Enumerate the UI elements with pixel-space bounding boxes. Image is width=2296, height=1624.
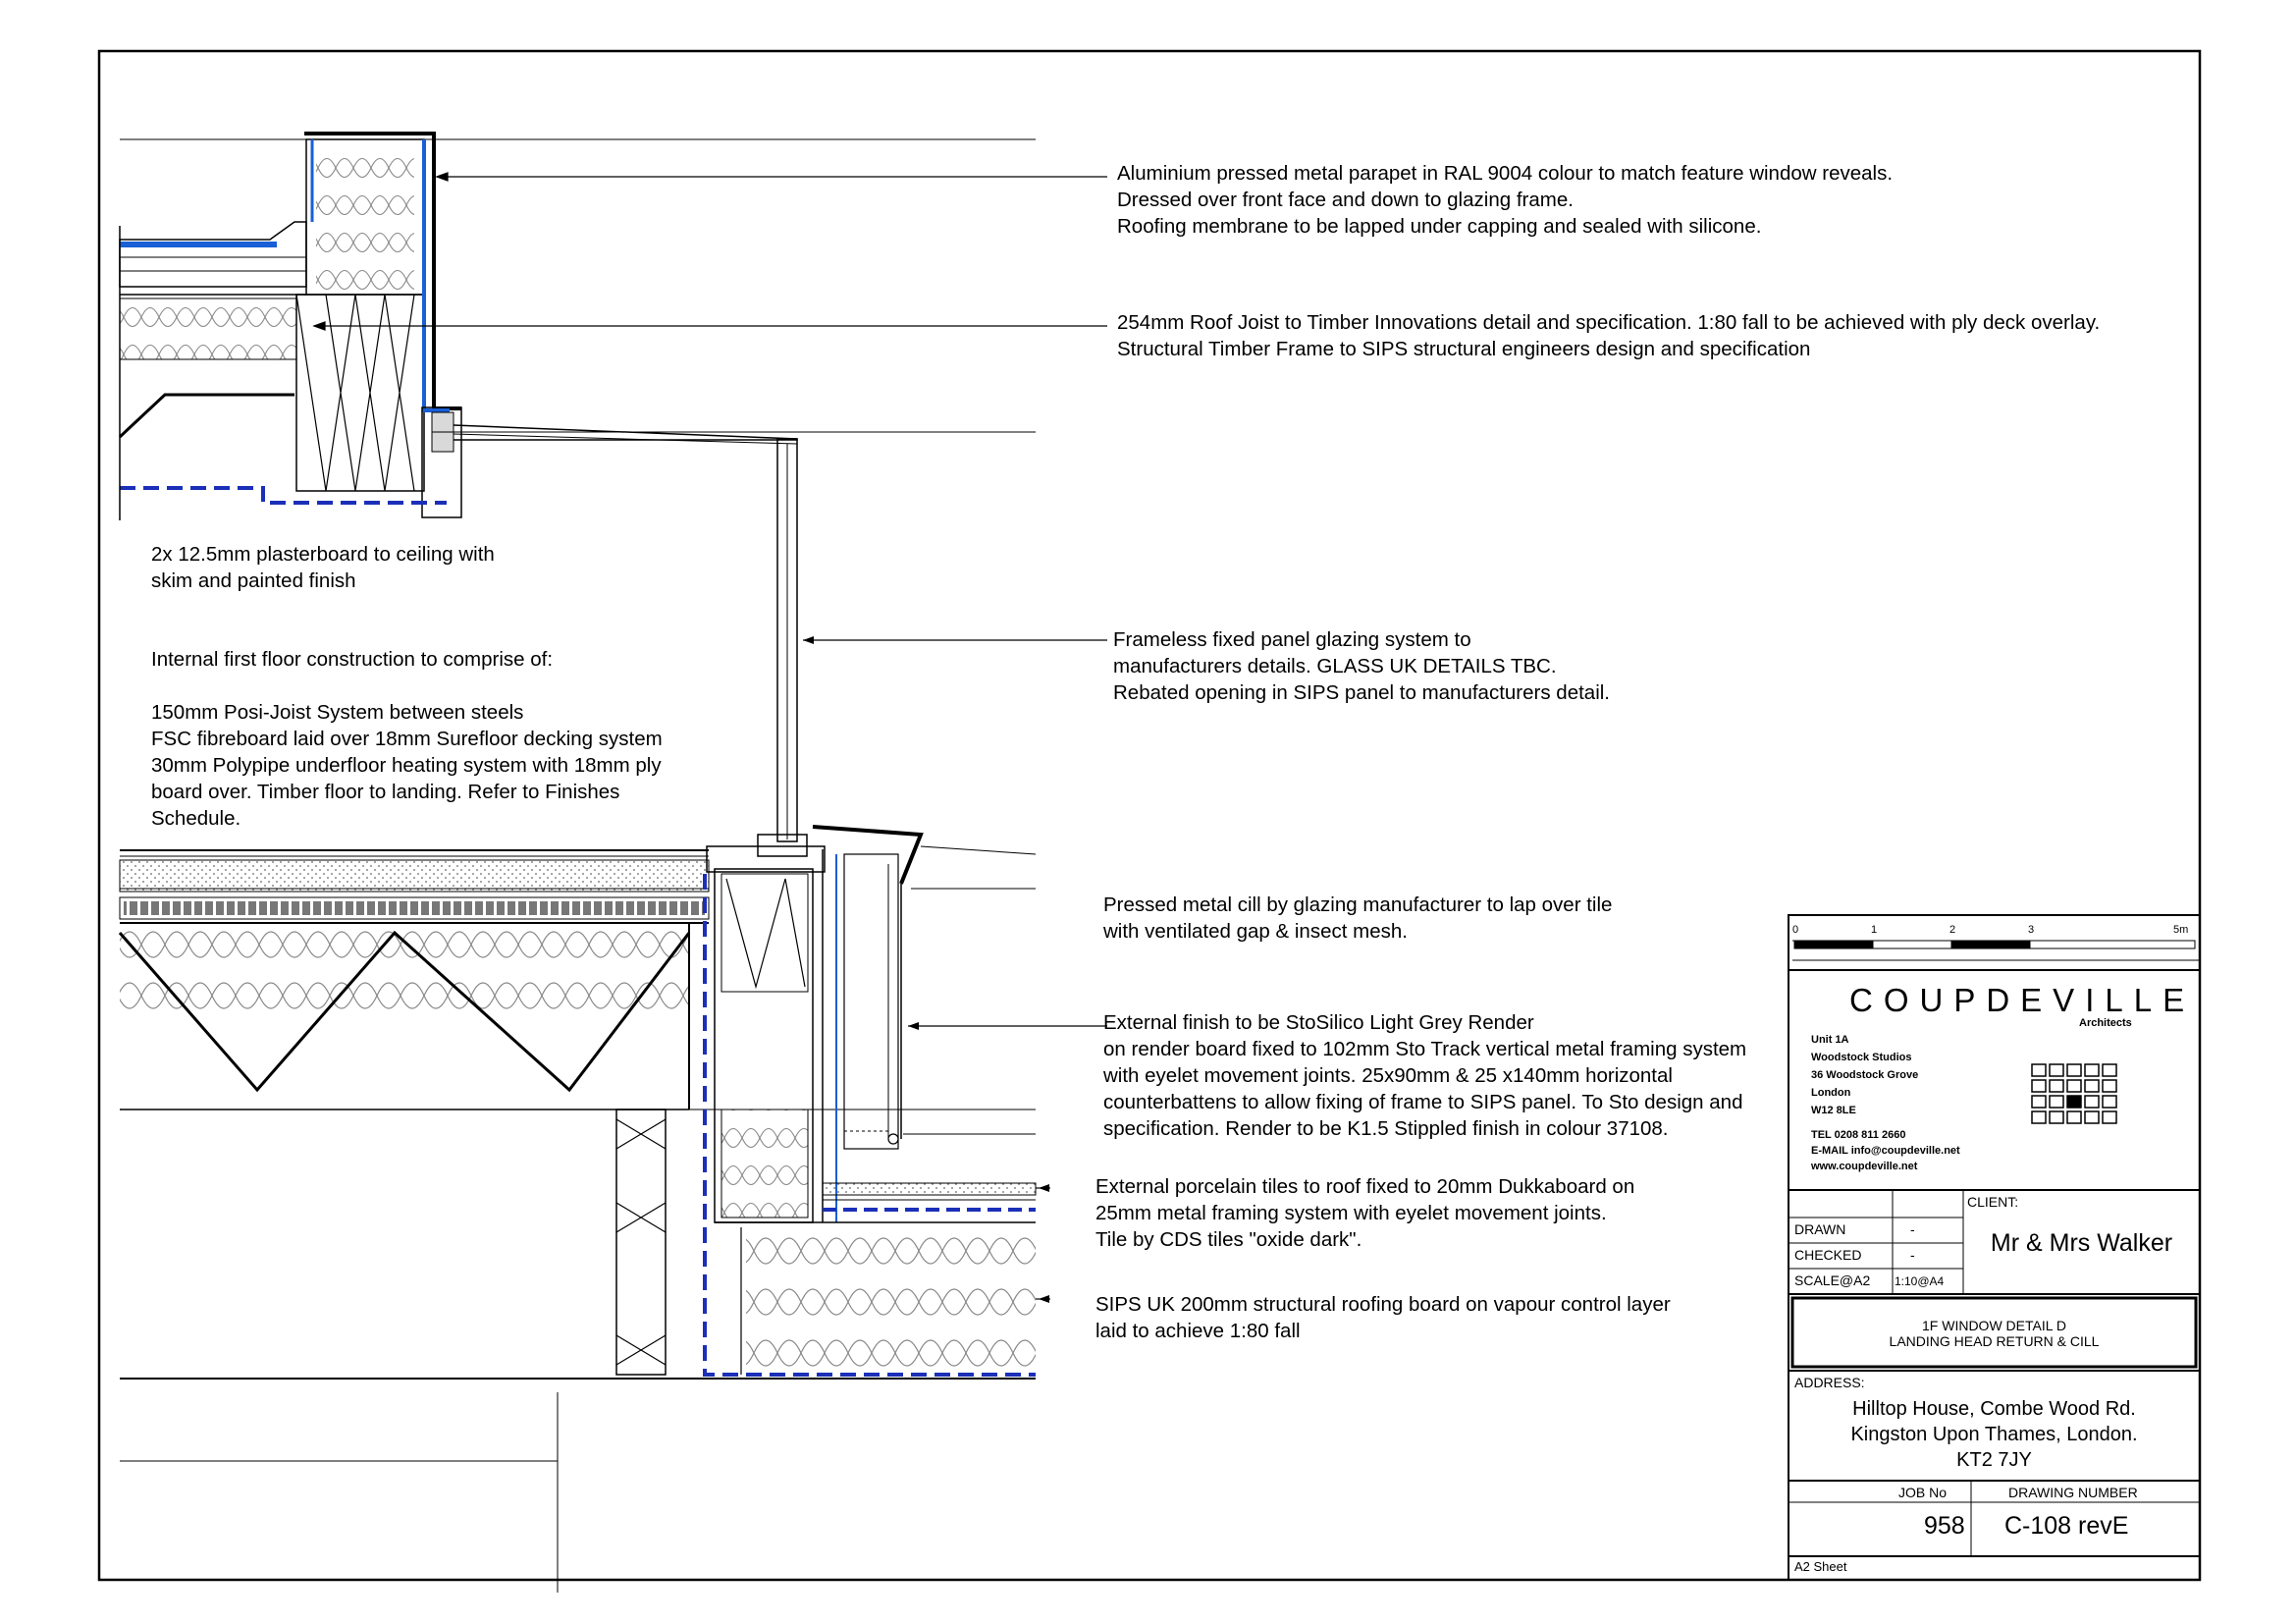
address-label: ADDRESS: [1794,1375,1865,1390]
scale-label-5m: 5m [2173,924,2189,936]
logo-grid [2032,1064,2116,1123]
note-line: specification. Render to be K1.5 Stippled finish in colour 37108. [1103,1117,1669,1140]
note-line: FSC fibreboard laid over 18mm Surefloor decking system [151,728,663,750]
note-render [1103,1009,1746,1142]
note-line: 254mm Roof Joist to Timber Innovations detail and specification. 1:80 fall to be achieved with ply deck overlay. [1117,311,2101,334]
note-line: on render board fixed to 102mm Sto Track vertical metal framing system [1103,1038,1747,1060]
drawing-title-line: LANDING HEAD RETURN & CILL [1889,1333,2100,1349]
note-line: External porcelain tiles to roof fixed to 20mm Dukkaboard on [1095,1175,1635,1198]
firm-sub: Architects [2079,1017,2132,1029]
sips-wall-and-cill [705,827,1107,1375]
note-line: SIPS UK 200mm structural roofing board on vapour control layer [1095,1293,1671,1316]
note-line: with ventilated gap & insect mesh. [1103,920,1408,943]
note-line: Roofing membrane to be lapped under capping and sealed with silicone. [1117,215,1762,238]
checked-label: CHECKED [1794,1247,1862,1263]
note-line: board over. Timber floor to landing. Refer to Finishes [151,781,620,803]
note-roof-joist [1117,309,2100,362]
sheet-size: A2 Sheet [1794,1559,1847,1574]
note-parapet [1117,160,1893,240]
scale-label-1: 1 [1871,924,1878,936]
drawing-number: C-108 revE [2004,1512,2129,1540]
roof-parapet-section [120,134,1036,522]
job-label: JOB No [1898,1485,1948,1500]
note-line: 150mm Posi-Joist System between steels [151,701,524,724]
address-line: W12 8LE [1811,1105,1856,1116]
note-line: 25mm metal framing system with eyelet movement joints. [1095,1202,1607,1224]
site-address-line: KT2 7JY [1956,1449,2032,1471]
note-line: 2x 12.5mm plasterboard to ceiling with [151,543,495,566]
note-line: manufacturers details. GLASS UK DETAILS TBC. [1113,655,1557,677]
note-line: Rebated opening in SIPS panel to manufacturers detail. [1113,681,1610,704]
firm-tel: TEL 0208 811 2660 [1811,1129,1906,1141]
client-name: Mr & Mrs Walker [1990,1229,2173,1257]
note-line [151,673,663,699]
job-number: 958 [1924,1512,1965,1540]
address-line: Woodstock Studios [1811,1052,1912,1063]
scale-label-2: 2 [1949,924,1956,936]
checked-value: - [1910,1247,1915,1263]
scale-value: 1:10@A4 [1895,1274,1945,1288]
note-tiles [1095,1173,1634,1253]
note-line: Pressed metal cill by glazing manufacturer to lap over tile [1103,893,1613,916]
client-label: CLIENT: [1967,1194,2019,1210]
note-line: Frameless fixed panel glazing system to [1113,628,1471,651]
scale-label-0: 0 [1792,924,1799,936]
note-sips [1095,1291,1671,1344]
note-line: Structural Timber Frame to SIPS structural engineers design and specification [1117,338,1811,360]
note-plasterboard [151,541,495,594]
note-line: 30mm Polypipe underfloor heating system with 18mm ply [151,754,662,777]
firm-address [1811,1031,1918,1119]
firm-name: COUPDEVILLE [1849,982,2196,1018]
note-line: Aluminium pressed metal parapet in RAL 9004 colour to match feature window reveals. [1117,162,1894,185]
site-address [1789,1396,2200,1473]
note-glazing [1113,626,1610,706]
note-line: Schedule. [151,807,241,830]
drawn-value: - [1910,1221,1915,1237]
note-line: laid to achieve 1:80 fall [1095,1320,1301,1342]
note-line: skim and painted finish [151,569,356,592]
note-line: Tile by CDS tiles "oxide dark". [1095,1228,1362,1251]
site-address-line: Kingston Upon Thames, London. [1850,1424,2138,1445]
address-line: London [1811,1087,1851,1099]
note-line: Dressed over front face and down to glazing frame. [1117,189,1574,211]
drawing-title-line: 1F WINDOW DETAIL D [1922,1318,2066,1333]
firm-contact [1811,1127,1960,1174]
drawing-title [1792,1318,2196,1349]
scale-label-3: 3 [2028,924,2035,936]
scale-label: SCALE@A2 [1794,1272,1871,1288]
drawn-label: DRAWN [1794,1221,1846,1237]
note-line: External finish to be StoSilico Light Grey Render [1103,1011,1534,1034]
firm-web[interactable]: www.coupdeville.net [1811,1161,1918,1172]
note-first-floor [151,646,663,832]
note-line: counterbattens to allow fixing of frame to SIPS panel. To Sto design and [1103,1091,1743,1113]
note-line: Internal first floor construction to comprise of: [151,648,554,671]
revision-panel-lines [120,1392,558,1593]
site-address-line: Hilltop House, Combe Wood Rd. [1852,1398,2136,1420]
note-line: with eyelet movement joints. 25x90mm & 25 x140mm horizontal [1103,1064,1673,1087]
address-line: Unit 1A [1811,1034,1849,1046]
note-cill [1103,892,1612,945]
firm-email[interactable]: E-MAIL info@coupdeville.net [1811,1145,1960,1157]
drawing-number-label: DRAWING NUMBER [2008,1485,2138,1500]
address-line: 36 Woodstock Grove [1811,1069,1919,1081]
